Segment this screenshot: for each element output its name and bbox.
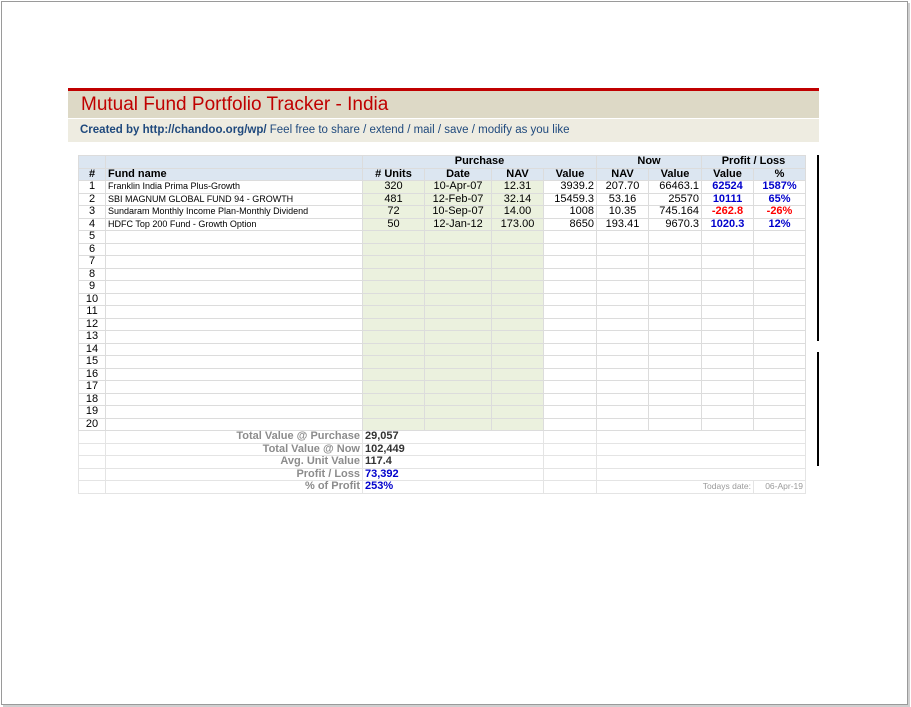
- summary-label: Total Value @ Now: [106, 443, 363, 456]
- table-row: [79, 418, 806, 431]
- row-number: 1: [79, 181, 106, 194]
- fund-name-cell[interactable]: [106, 368, 363, 381]
- summary-label: Avg. Unit Value: [106, 456, 363, 469]
- summary-blank: [544, 481, 597, 494]
- header-num: #: [79, 168, 106, 181]
- purchase-date-cell[interactable]: [425, 268, 492, 281]
- fund-name-cell[interactable]: [106, 268, 363, 281]
- profit-value-cell: [702, 268, 754, 281]
- profit-value-cell: [702, 381, 754, 394]
- profit-pct-cell: [754, 306, 806, 319]
- now-value-cell: [649, 281, 702, 294]
- now-value-cell: [649, 231, 702, 244]
- header-column-row: [79, 168, 806, 181]
- now-nav-cell[interactable]: [597, 368, 649, 381]
- table-row: [79, 243, 806, 256]
- summary-blank: [597, 456, 806, 469]
- now-value-cell: [649, 318, 702, 331]
- purchase-value-cell: 3939.2: [544, 181, 597, 194]
- now-value-cell: [649, 381, 702, 394]
- header-now-value: Value: [649, 168, 702, 181]
- purchase-value-cell: [544, 293, 597, 306]
- fund-name-cell[interactable]: [106, 331, 363, 344]
- profit-value-cell: [702, 243, 754, 256]
- summary-blank: [544, 468, 597, 481]
- summary-row: [79, 481, 806, 494]
- summary-value: 117.4: [363, 456, 544, 469]
- now-nav-cell[interactable]: [597, 418, 649, 431]
- profit-pct-cell: [754, 393, 806, 406]
- purchase-nav-cell[interactable]: [492, 243, 544, 256]
- summary-value: 102,449: [363, 443, 544, 456]
- units-cell[interactable]: [363, 418, 425, 431]
- purchase-date-cell[interactable]: [425, 318, 492, 331]
- table-row: [79, 231, 806, 244]
- table-row: [79, 318, 806, 331]
- fund-name-cell[interactable]: [106, 406, 363, 419]
- purchase-nav-cell[interactable]: 173.00: [492, 218, 544, 231]
- table-row: [79, 268, 806, 281]
- profit-value-cell: 1020.3: [702, 218, 754, 231]
- purchase-nav-cell[interactable]: [492, 406, 544, 419]
- row-number: 16: [79, 368, 106, 381]
- profit-pct-cell: [754, 268, 806, 281]
- row-number: 7: [79, 256, 106, 269]
- profit-pct-cell: [754, 281, 806, 294]
- purchase-nav-cell[interactable]: [492, 281, 544, 294]
- units-cell[interactable]: [363, 368, 425, 381]
- row-number: 12: [79, 318, 106, 331]
- summary-spacer: [79, 443, 106, 456]
- fund-name-cell[interactable]: [106, 256, 363, 269]
- now-nav-cell[interactable]: [597, 356, 649, 369]
- profit-value-cell: [702, 393, 754, 406]
- fund-name-cell[interactable]: [106, 343, 363, 356]
- purchase-value-cell: [544, 306, 597, 319]
- subtitle-text: Feel free to share / extend / mail / save / modify as you like: [266, 124, 570, 136]
- purchase-date-cell[interactable]: [425, 281, 492, 294]
- units-cell[interactable]: [363, 281, 425, 294]
- purchase-date-cell[interactable]: 10-Apr-07: [425, 181, 492, 194]
- now-nav-cell[interactable]: [597, 406, 649, 419]
- now-value-cell: [649, 268, 702, 281]
- purchase-date-cell[interactable]: [425, 393, 492, 406]
- profit-value-cell: 62524: [702, 181, 754, 194]
- profit-value-cell: [702, 256, 754, 269]
- fund-name-cell[interactable]: Franklin India Prima Plus-Growth: [106, 181, 363, 194]
- units-cell[interactable]: 320: [363, 181, 425, 194]
- table-row: [79, 193, 806, 206]
- title-band: [68, 88, 819, 118]
- table-row: [79, 218, 806, 231]
- header-purchase: Purchase: [363, 156, 597, 169]
- header-pl-pct: %: [754, 168, 806, 181]
- subtitle-band: [68, 119, 819, 142]
- purchase-value-cell: [544, 281, 597, 294]
- page-title: Mutual Fund Portfolio Tracker - India: [81, 94, 389, 115]
- purchase-value-cell: [544, 331, 597, 344]
- summary-blank: [544, 443, 597, 456]
- header-nav: NAV: [492, 168, 544, 181]
- now-nav-cell[interactable]: [597, 343, 649, 356]
- table-row: [79, 206, 806, 219]
- header-now-nav: NAV: [597, 168, 649, 181]
- units-cell[interactable]: [363, 343, 425, 356]
- row-number: 17: [79, 381, 106, 394]
- fund-name-cell[interactable]: [106, 356, 363, 369]
- profit-pct-cell: [754, 368, 806, 381]
- fund-name-cell[interactable]: [106, 281, 363, 294]
- purchase-date-cell[interactable]: 12-Jan-12: [425, 218, 492, 231]
- credit-link[interactable]: Created by http://chandoo.org/wp/: [80, 124, 267, 136]
- profit-value-cell: [702, 331, 754, 344]
- table-row: [79, 181, 806, 194]
- fund-name-cell[interactable]: [106, 231, 363, 244]
- purchase-value-cell: [544, 381, 597, 394]
- summary-blank: [597, 431, 806, 444]
- header-now: Now: [597, 156, 702, 169]
- table-row: [79, 381, 806, 394]
- header-fund-name: Fund name: [106, 168, 363, 181]
- now-nav-cell[interactable]: [597, 293, 649, 306]
- profit-pct-cell: [754, 231, 806, 244]
- summary-spacer: [79, 456, 106, 469]
- purchase-nav-cell[interactable]: [492, 356, 544, 369]
- now-value-cell: [649, 356, 702, 369]
- profit-value-cell: [702, 356, 754, 369]
- row-number: 11: [79, 306, 106, 319]
- now-value-cell: [649, 406, 702, 419]
- profit-pct-cell: 1587%: [754, 181, 806, 194]
- row-number: 5: [79, 231, 106, 244]
- purchase-nav-cell[interactable]: [492, 418, 544, 431]
- now-nav-cell[interactable]: [597, 381, 649, 394]
- table-row: [79, 293, 806, 306]
- units-cell[interactable]: 50: [363, 218, 425, 231]
- now-value-cell: [649, 256, 702, 269]
- summary-row: [79, 431, 806, 444]
- summary-label: Profit / Loss: [106, 468, 363, 481]
- purchase-nav-cell[interactable]: [492, 256, 544, 269]
- summary-blank: [597, 443, 806, 456]
- profit-pct-cell: [754, 343, 806, 356]
- header-pl-value: Value: [702, 168, 754, 181]
- table-row: [79, 281, 806, 294]
- now-nav-cell[interactable]: 193.41: [597, 218, 649, 231]
- now-nav-cell[interactable]: 207.70: [597, 181, 649, 194]
- units-cell[interactable]: [363, 331, 425, 344]
- sheet-edge-mark: [817, 155, 819, 341]
- now-nav-cell[interactable]: [597, 243, 649, 256]
- purchase-date-cell[interactable]: [425, 356, 492, 369]
- row-number: 3: [79, 206, 106, 219]
- row-number: 8: [79, 268, 106, 281]
- purchase-date-cell[interactable]: [425, 231, 492, 244]
- purchase-value-cell: [544, 343, 597, 356]
- profit-value-cell: [702, 368, 754, 381]
- purchase-date-cell[interactable]: 12-Feb-07: [425, 193, 492, 206]
- header-value: Value: [544, 168, 597, 181]
- fund-name-cell[interactable]: [106, 293, 363, 306]
- todays-date: 06-Apr-19: [754, 481, 806, 494]
- purchase-value-cell: 15459.3: [544, 193, 597, 206]
- now-nav-cell[interactable]: [597, 268, 649, 281]
- table-row: [79, 356, 806, 369]
- units-cell[interactable]: [363, 406, 425, 419]
- profit-value-cell: 10111: [702, 193, 754, 206]
- now-value-cell: [649, 368, 702, 381]
- now-value-cell: [649, 306, 702, 319]
- purchase-date-cell[interactable]: [425, 406, 492, 419]
- table-row: [79, 368, 806, 381]
- purchase-date-cell[interactable]: [425, 368, 492, 381]
- summary-blank: [544, 456, 597, 469]
- row-number: 13: [79, 331, 106, 344]
- purchase-date-cell[interactable]: 10-Sep-07: [425, 206, 492, 219]
- profit-pct-cell: -26%: [754, 206, 806, 219]
- summary-spacer: [79, 431, 106, 444]
- now-nav-cell[interactable]: [597, 393, 649, 406]
- now-nav-cell[interactable]: [597, 256, 649, 269]
- profit-pct-cell: [754, 331, 806, 344]
- table-row: [79, 393, 806, 406]
- purchase-date-cell[interactable]: [425, 381, 492, 394]
- row-number: 18: [79, 393, 106, 406]
- purchase-date-cell[interactable]: [425, 293, 492, 306]
- purchase-nav-cell[interactable]: [492, 368, 544, 381]
- fund-name-cell[interactable]: Sundaram Monthly Income Plan-Monthly Dividend: [106, 206, 363, 219]
- portfolio-table: [78, 155, 806, 494]
- summary-label: % of Profit: [106, 481, 363, 494]
- now-nav-cell[interactable]: [597, 281, 649, 294]
- now-value-cell: [649, 243, 702, 256]
- table-row: [79, 406, 806, 419]
- table-row: [79, 256, 806, 269]
- now-value-cell: [649, 343, 702, 356]
- purchase-value-cell: [544, 418, 597, 431]
- purchase-value-cell: [544, 393, 597, 406]
- purchase-nav-cell[interactable]: 12.31: [492, 181, 544, 194]
- purchase-nav-cell[interactable]: [492, 293, 544, 306]
- units-cell[interactable]: 72: [363, 206, 425, 219]
- todays-date-label: Todays date:: [597, 481, 754, 494]
- purchase-date-cell[interactable]: [425, 418, 492, 431]
- purchase-value-cell: [544, 268, 597, 281]
- fund-name-cell[interactable]: HDFC Top 200 Fund - Growth Option: [106, 218, 363, 231]
- sheet-edge-mark: [817, 352, 819, 466]
- profit-value-cell: -262.8: [702, 206, 754, 219]
- units-cell[interactable]: [363, 356, 425, 369]
- profit-pct-cell: [754, 418, 806, 431]
- summary-blank: [597, 468, 806, 481]
- fund-name-cell[interactable]: [106, 306, 363, 319]
- profit-value-cell: [702, 418, 754, 431]
- summary-spacer: [79, 481, 106, 494]
- now-value-cell: [649, 418, 702, 431]
- profit-value-cell: [702, 293, 754, 306]
- fund-name-cell[interactable]: SBI MAGNUM GLOBAL FUND 94 - GROWTH: [106, 193, 363, 206]
- summary-label: Total Value @ Purchase: [106, 431, 363, 444]
- summary-row: [79, 443, 806, 456]
- header-units: # Units: [363, 168, 425, 181]
- units-cell[interactable]: [363, 381, 425, 394]
- purchase-value-cell: 8650: [544, 218, 597, 231]
- purchase-value-cell: [544, 368, 597, 381]
- units-cell[interactable]: [363, 243, 425, 256]
- row-number: 10: [79, 293, 106, 306]
- purchase-nav-cell[interactable]: [492, 231, 544, 244]
- profit-value-cell: [702, 306, 754, 319]
- now-value-cell: 25570: [649, 193, 702, 206]
- now-value-cell: [649, 393, 702, 406]
- now-value-cell: [649, 293, 702, 306]
- now-nav-cell[interactable]: [597, 331, 649, 344]
- summary-value: 73,392: [363, 468, 544, 481]
- now-nav-cell[interactable]: [597, 318, 649, 331]
- purchase-nav-cell[interactable]: [492, 343, 544, 356]
- now-nav-cell[interactable]: 53.16: [597, 193, 649, 206]
- table-row: [79, 331, 806, 344]
- summary-spacer: [79, 468, 106, 481]
- units-cell[interactable]: 481: [363, 193, 425, 206]
- fund-name-cell[interactable]: [106, 318, 363, 331]
- fund-name-cell[interactable]: [106, 243, 363, 256]
- fund-name-cell[interactable]: [106, 418, 363, 431]
- summary-row: [79, 468, 806, 481]
- now-value-cell: [649, 331, 702, 344]
- purchase-value-cell: [544, 231, 597, 244]
- now-value-cell: 9670.3: [649, 218, 702, 231]
- fund-name-cell[interactable]: [106, 393, 363, 406]
- purchase-nav-cell[interactable]: [492, 381, 544, 394]
- now-nav-cell[interactable]: [597, 231, 649, 244]
- header-group-row: [79, 156, 806, 169]
- profit-pct-cell: 12%: [754, 218, 806, 231]
- profit-value-cell: [702, 406, 754, 419]
- purchase-value-cell: [544, 406, 597, 419]
- row-number: 15: [79, 356, 106, 369]
- now-value-cell: 66463.1: [649, 181, 702, 194]
- purchase-date-cell[interactable]: [425, 331, 492, 344]
- purchase-value-cell: [544, 318, 597, 331]
- profit-pct-cell: 65%: [754, 193, 806, 206]
- purchase-nav-cell[interactable]: [492, 393, 544, 406]
- profit-value-cell: [702, 281, 754, 294]
- purchase-nav-cell[interactable]: 32.14: [492, 193, 544, 206]
- fund-name-cell[interactable]: [106, 381, 363, 394]
- summary-value: 253%: [363, 481, 544, 494]
- profit-value-cell: [702, 343, 754, 356]
- purchase-date-cell[interactable]: [425, 256, 492, 269]
- table-row: [79, 343, 806, 356]
- units-cell[interactable]: [363, 306, 425, 319]
- purchase-nav-cell[interactable]: [492, 331, 544, 344]
- purchase-nav-cell[interactable]: [492, 268, 544, 281]
- profit-pct-cell: [754, 318, 806, 331]
- header-date: Date: [425, 168, 492, 181]
- row-number: 2: [79, 193, 106, 206]
- subtitle: [80, 124, 570, 136]
- row-number: 9: [79, 281, 106, 294]
- units-cell[interactable]: [363, 256, 425, 269]
- profit-value-cell: [702, 318, 754, 331]
- profit-pct-cell: [754, 256, 806, 269]
- purchase-value-cell: [544, 243, 597, 256]
- row-number: 19: [79, 406, 106, 419]
- units-cell[interactable]: [363, 318, 425, 331]
- row-number: 4: [79, 218, 106, 231]
- units-cell[interactable]: [363, 231, 425, 244]
- purchase-date-cell[interactable]: [425, 343, 492, 356]
- profit-value-cell: [702, 231, 754, 244]
- row-number: 20: [79, 418, 106, 431]
- profit-pct-cell: [754, 356, 806, 369]
- row-number: 6: [79, 243, 106, 256]
- summary-blank: [544, 431, 597, 444]
- now-nav-cell[interactable]: 10.35: [597, 206, 649, 219]
- units-cell[interactable]: [363, 268, 425, 281]
- now-value-cell: 745.164: [649, 206, 702, 219]
- profit-pct-cell: [754, 243, 806, 256]
- row-number: 14: [79, 343, 106, 356]
- units-cell[interactable]: [363, 293, 425, 306]
- summary-value: 29,057: [363, 431, 544, 444]
- purchase-value-cell: [544, 256, 597, 269]
- purchase-value-cell: [544, 356, 597, 369]
- purchase-date-cell[interactable]: [425, 243, 492, 256]
- units-cell[interactable]: [363, 393, 425, 406]
- profit-pct-cell: [754, 381, 806, 394]
- summary-row: [79, 456, 806, 469]
- now-nav-cell[interactable]: [597, 306, 649, 319]
- purchase-nav-cell[interactable]: 14.00: [492, 206, 544, 219]
- purchase-nav-cell[interactable]: [492, 318, 544, 331]
- purchase-date-cell[interactable]: [425, 306, 492, 319]
- profit-pct-cell: [754, 293, 806, 306]
- header-profit-loss: Profit / Loss: [702, 156, 806, 169]
- table-row: [79, 306, 806, 319]
- purchase-value-cell: 1008: [544, 206, 597, 219]
- purchase-nav-cell[interactable]: [492, 306, 544, 319]
- profit-pct-cell: [754, 406, 806, 419]
